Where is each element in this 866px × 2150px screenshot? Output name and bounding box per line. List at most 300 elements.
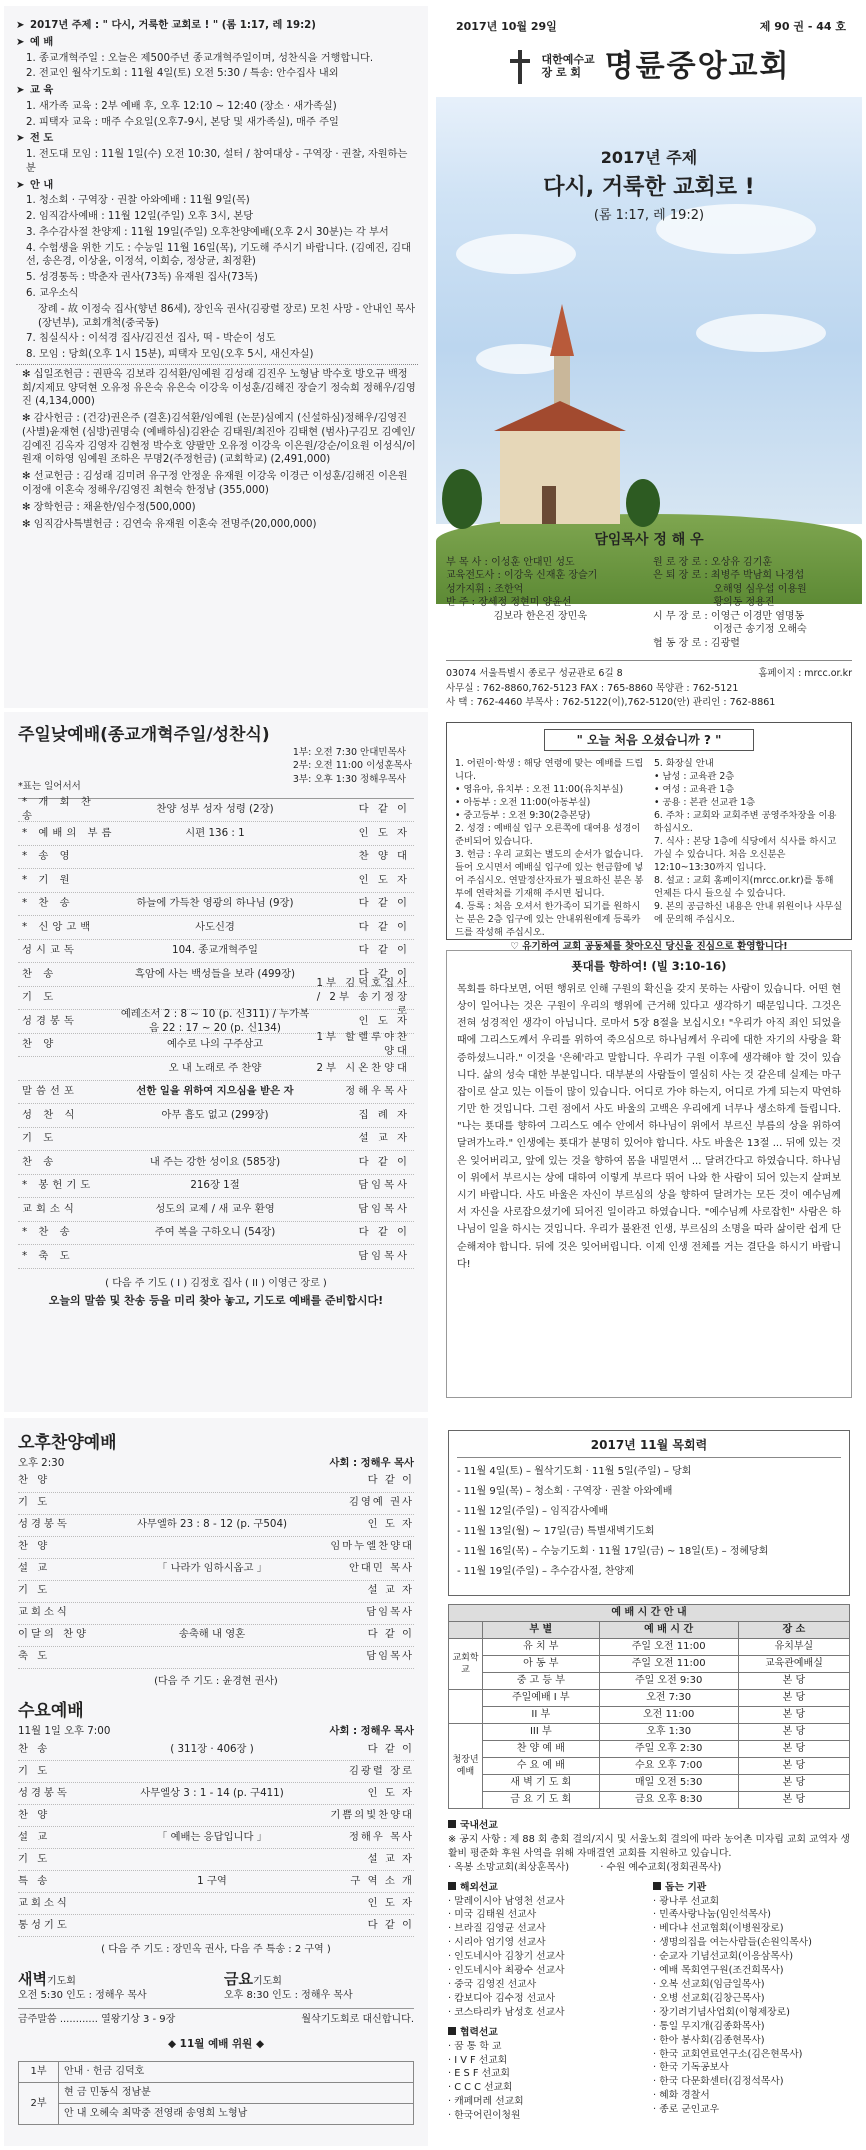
welcome-box	[446, 722, 852, 953]
announcement-item: 2. 임직감사예배 : 11월 12일(주일) 오후 3시, 본당	[26, 211, 254, 223]
order-content: 사무엘상 3 : 1 - 14 (p. 구411)	[140, 1786, 284, 1799]
order-part: 특 송	[18, 1874, 51, 1887]
order-row	[18, 1805, 414, 1827]
table-row: 안 내 오혜숙 최막중 전영래 송영희 노형남	[19, 2104, 414, 2125]
table-cell: 본 당	[738, 1673, 849, 1690]
square-bullet-icon	[448, 1820, 456, 1828]
list-item: · 종로 군인교우	[653, 2104, 720, 2116]
table-cell: 수 요 예 배	[483, 1758, 600, 1775]
welcome-item: • 영유아, 유치부 : 오전 11:00(유치부실)	[455, 784, 624, 796]
partner-heading: 협력선교	[460, 2026, 498, 2038]
thanks-offering: ✻ 감사헌금 : (건강)권은주 (결혼)김석환/임예원 (논문)심예지 (신설하심)정해우/김영진 (사별)윤재현 (심방)권명숙 (예배하심)김완순 김태원/최진아 김태현 (범사)구김모 김예인/김예진 김옥자 김영자 김현정 박수호 양팔만 오유정 이강욱 이은원/강순/이요원 이성식/이원재 이하영 임예원 조하은 무명2(주정헌금) (교회학교) (2,491,000)	[22, 413, 416, 466]
order-part: * 예배의 부름	[22, 826, 116, 839]
order-row	[18, 1603, 414, 1625]
column-header: 부 별	[483, 1622, 600, 1639]
church-name: 명륜중앙교회	[604, 48, 791, 84]
staff-line: 부 목 사 : 이성훈 안대민 성도	[446, 556, 575, 568]
welcome-sermon-page	[436, 712, 862, 1412]
order-row	[18, 1739, 414, 1761]
section-education: ➤ 교 육	[16, 85, 54, 97]
order-leader: 담임목사	[366, 1650, 414, 1663]
dawn-reading: 금주말씀 ............ 열왕기상 3 - 9장	[18, 2014, 176, 2026]
staff-line: 협 동 장 로 : 김광렬	[653, 637, 740, 649]
group-cell: 교회학교	[449, 1639, 483, 1690]
order-leader: 다 같 이	[358, 944, 410, 957]
staff-line: 원 로 장 로 : 오상유 김기훈	[653, 556, 773, 568]
order-row	[18, 822, 414, 846]
staff-line: 반 주 : 장세정 정현미 양윤선	[446, 597, 572, 609]
bulletin-date: 2017년 10월 29일	[456, 20, 557, 33]
order-content: 104. 종교개혁주일	[172, 944, 258, 957]
table-row	[449, 1792, 850, 1809]
order-content: 아무 흠도 없고 (299장)	[161, 1108, 269, 1121]
sermon-text: 목회를 하다보면, 어떤 행위로 인해 구원의 확신을 갖지 못하는 사람이 있습니다. 어떤 현상이 일어나는 것은 구원이 우리의 행위에 근거해 있다고 생각하기 때문입니다. 그것은 전혀 성경적인 생각이 아닙니다. 로마서 5장 8절을 보십시오! "우리가 아직 죄인 되었을 때에 그리스도께서 우리를 위하여 죽으심으로 하나님께서 우리에 대한 자기의 사랑을 확증하셨느니라." 이것을 '은혜'라고 말합니다. 우리가 구원 이후에 생각해야 할 것이 있습니다. 삶의 성숙 대한 부분입니다. 대부분의 사람들이 열심히 사는 것 같은데 실제는 마구잡이로 살고 있는 이들이 많이 있습니다. 어디로 가야 하는지, 어디로 가게 되는지 막연하기만 한 것입니다. 그런 점에서 사도 바울의 고백은 우리에게 너무나 생소하게 들립니다. "나는 푯대를 향하여 그리스도 예수 안에서 하나님이 위에서 부르신 부름의 상을 위하여 달려가노라." 인생에는 푯대가 분명히 있어야 합니다. 사도 바울은 13절 ... 뒤에 있는 것은 잊어버리고, 앞에 있는 것을 향하여 몸을 내밀면서 ... 달려간다고 하였습니다. 하나님이 위에서 부르시는 상에 대하여 이렇게 부르다 뛰어 나와 한 사람이 되어 있는지 살펴보시기 바랍니다. 사도 바울은 자신이 부르심의 상을 향하여 달려가는 모든 것이 예수님께서 자신을 사로잡으셨기에 되어진 일이라고 하였습니다. "예수님께 사로잡힌" 사람은 하나님이 일을 하시는 것입니다. 우리가 불완전 인생, 부르심의 소명을 따라 삶이란 쉽게 단순해져야 합니다. 뒤에 것은 잊어버립니다. 이제 인생 전체를 거는 결단을 하시기 바랍니다!	[457, 983, 841, 1270]
order-part: 말씀선포	[22, 1085, 78, 1098]
cover-page	[436, 6, 862, 708]
order-leader: 담임목사	[366, 1606, 414, 1619]
list-item: · 시리아 엄기영 선교사	[448, 1937, 546, 1949]
welcome-item: 6. 주차 : 교회와 교회주변 공영주차장을 이용하십시오.	[654, 810, 837, 835]
order-part: 찬 송	[18, 1742, 51, 1755]
order-leader: 담임목사	[358, 1179, 410, 1192]
order-part: 교회소식	[18, 1606, 70, 1619]
wednesday-next: ( 다음 주 기도 : 장민옥 권사, 다음 주 특송 : 2 구역 )	[101, 1944, 331, 1956]
order-part: 기 도	[18, 1584, 51, 1597]
order-leader: 김영예 권사	[348, 1496, 414, 1509]
duty-title: ◆ 11월 예배 위원 ◆	[167, 2037, 265, 2050]
table-cell: 주일 오전 9:30	[599, 1673, 738, 1690]
order-part: * 봉헌기도	[22, 1179, 95, 1192]
year-theme-line: ➤ 2017년 주제 : " 다시, 거룩한 교회로 ! " (롬 1:17, 레 19:2)	[16, 20, 316, 31]
calendar-item: - 11월 16일(목) – 수능기도회 · 11월 17일(금) ~ 18일(토) – 정혜당회	[457, 1546, 769, 1558]
order-leader: 설 교 자	[367, 1852, 414, 1865]
worship-order-list	[18, 798, 414, 1269]
wednesday-time: 11월 1일 오후 7:00	[18, 1725, 111, 1738]
order-leader: 다 같 이	[358, 1155, 410, 1168]
list-item: · 인도네시아 최광수 선교사	[448, 1965, 565, 1977]
order-row	[18, 1057, 414, 1081]
staff-line: 이정근 송기정 오해숙	[653, 624, 807, 636]
order-row	[18, 1827, 414, 1849]
order-row	[18, 796, 414, 823]
order-leader: 다 같 이	[367, 1628, 414, 1641]
senior-pastor: 담임목사 정 해 우	[594, 532, 704, 548]
list-item: · 혜화 경찰서	[653, 2090, 710, 2102]
table-cell: 유치부실	[738, 1639, 849, 1656]
order-row	[18, 1245, 414, 1269]
order-row	[18, 1151, 414, 1175]
announcement-item: 장례 - 故 이정숙 집사(향년 86세), 장인옥 권사(김광렬 장로) 모친 사망 - 안내인 목사(장년부), 교회개척(중국동)	[38, 303, 416, 329]
order-part: 설 교	[18, 1830, 51, 1843]
list-item: · 한국 교회연료연구소(김은현목사)	[653, 2048, 803, 2060]
order-leader: 다 같 이	[367, 1742, 414, 1755]
order-content: 사도신경	[195, 920, 235, 933]
page-title: 주일낮예배(종교개혁주일/성찬식)	[18, 725, 270, 745]
tithe-offering: ✻ 십일조헌금 : 권판옥 김보라 김석환/임예원 김성래 김진우 노형남 박수호 방오규 백정희/지제묘 양덕현 오유정 유은숙 유은숙 이강욱 이성훈/김해진 장슬기 정숙희 정해우/김영진 (4,134,000)	[22, 368, 416, 408]
order-leader: 다 같 이	[367, 1474, 414, 1487]
dawn-sub: 기도회	[46, 1975, 76, 1987]
other-services-page	[4, 1418, 428, 2146]
welcome-item: 1. 어린이·학생 : 해당 연령에 맞는 예배를 드립니다.	[455, 758, 644, 783]
order-leader: 1부 김덕호집사 / 2부 송기정장로	[316, 977, 410, 1017]
sermon-column	[446, 950, 852, 1398]
order-part: 찬 송	[22, 967, 58, 980]
table-row	[449, 1639, 850, 1656]
table-cell: 본 당	[738, 1724, 849, 1741]
announcements-page	[4, 6, 428, 708]
order-content: 주여 복을 구하오니 (54장)	[154, 1226, 276, 1239]
announcement-item: 1. 새가족 교육 : 2부 예배 후, 오후 12:10 ~ 12:40 (장소 · 새가족실)	[26, 100, 337, 112]
order-row	[18, 1893, 414, 1915]
order-row	[18, 1761, 414, 1783]
order-row	[18, 1849, 414, 1871]
order-leader: 다 같 이	[367, 1918, 414, 1931]
order-part: 찬 양	[18, 1808, 51, 1821]
afternoon-next-prayer: (다음 주 기도 : 윤경현 권사)	[154, 1675, 278, 1687]
table-cell: 본 당	[738, 1690, 849, 1707]
wednesday-title: 수요예배	[18, 1701, 84, 1722]
order-part: 교회소식	[18, 1896, 70, 1909]
afternoon-order-list	[18, 1471, 414, 1669]
list-item: · 코스타리카 남성호 선교사	[448, 2006, 565, 2018]
cross-logo-icon	[507, 50, 533, 84]
partner-list	[448, 2040, 645, 2123]
order-leader: 인 도 자	[358, 826, 410, 839]
order-row	[18, 1559, 414, 1581]
order-leader: 2부 시온찬양대	[316, 1061, 410, 1074]
institution-heading: 돕는 기관	[665, 1881, 707, 1893]
order-part: * 축 도	[22, 1249, 74, 1262]
order-content: 하늘에 가득찬 영광의 하나님 (9장)	[136, 897, 294, 910]
group-cell: 청장년예배	[449, 1724, 483, 1809]
order-content: 「 예배는 응답입니다 」	[157, 1830, 267, 1843]
order-row	[18, 1198, 414, 1222]
list-item: · 예배 목회연구원(조건희목사)	[653, 1965, 784, 1977]
welcome-item: • 중고등부 : 오전 9:30(2층본당)	[455, 810, 591, 822]
order-part: 기 도	[18, 1852, 51, 1865]
order-leader: 안대민 목사	[348, 1562, 414, 1575]
order-content: 선한 일을 위하여 지으심을 받은 자	[136, 1085, 294, 1098]
table-cell: 찬 양 예 배	[483, 1741, 600, 1758]
table-cell: 중 고 등 부	[483, 1673, 600, 1690]
dawn-title: 새벽	[18, 1969, 47, 1988]
friday-line: 오후 8:30 인도 : 정해우 목사	[224, 1989, 353, 2001]
welcome-title: " 오늘 처음 오셨습니까 ? "	[544, 729, 754, 751]
table-cell: 본 당	[738, 1792, 849, 1809]
order-part: 찬 양	[18, 1474, 51, 1487]
order-part: 통성기도	[18, 1918, 70, 1931]
order-leader: 인 도 자	[367, 1786, 414, 1799]
staff-line: 황의동 정용진	[653, 597, 775, 609]
welcome-item: 2. 성경 : 예배실 입구 오른쪽에 대여용 성경이 준비되어 있습니다.	[455, 823, 641, 848]
order-leader: 집 례 자	[358, 1108, 410, 1121]
list-item: · 통일 무지개(김종화목사)	[653, 2020, 765, 2032]
order-leader: 인 도 자	[367, 1896, 414, 1909]
duty-table	[18, 2061, 414, 2125]
order-part: 기 도	[18, 1496, 51, 1509]
list-item: · 생명의집을 여는사람들(손원익목사)	[653, 1937, 812, 1949]
square-bullet-icon	[448, 2027, 456, 2035]
table-row	[449, 1775, 850, 1792]
staff-line: 김보라 한은진 장민욱	[446, 610, 587, 622]
list-item: · 중국 김영진 선교사	[448, 1978, 537, 1990]
order-content: 흑암에 사는 백성들을 보라 (499장)	[134, 967, 296, 980]
foreign-missionaries	[448, 1895, 645, 2020]
staff-line: 은 퇴 장 로 : 최병주 박남희 나경섭	[653, 570, 805, 582]
welcome-item: 9. 본의 공금하신 내용은 안내 위원이나 사무실에 문의해 주십시오.	[654, 901, 843, 926]
table-row	[449, 1707, 850, 1724]
table-cell: 수요 오후 7:00	[599, 1758, 738, 1775]
friday-sub: 기도회	[252, 1975, 282, 1987]
welcome-right-column	[654, 757, 843, 939]
calendar-item: - 11월 13일(월) ~ 17일(금) 특별새벽기도회	[457, 1526, 655, 1538]
order-part: 축 도	[18, 1650, 51, 1663]
announcement-item: 1. 전도대 모임 : 11월 1일(수) 오전 10:30, 설터 / 참여대상 - 구역장 · 권찰, 자원하는 분	[26, 149, 408, 174]
order-leader: 찬 양 대	[358, 850, 410, 863]
section-evangelism: ➤ 전 도	[16, 133, 54, 145]
order-row	[18, 1128, 414, 1152]
table-cell: 주일 오전 11:00	[599, 1656, 738, 1673]
welcome-left-column	[455, 757, 644, 939]
schedule-title: 예 배 시 간 안 내	[449, 1605, 850, 1622]
service-schedule-table	[448, 1604, 850, 1809]
welcome-item: • 아동부 : 오전 11:00(아동부실)	[455, 797, 591, 809]
table-cell: 본 당	[738, 1758, 849, 1775]
order-row	[18, 1625, 414, 1647]
order-part: 찬 양	[22, 1038, 58, 1051]
table-row	[449, 1656, 850, 1673]
order-row	[18, 893, 414, 917]
order-part: 기 도	[22, 991, 58, 1004]
order-content: 「 나라가 임하시옵고 」	[157, 1562, 267, 1575]
foreign-heading: 해외선교	[460, 1881, 498, 1893]
table-cell: 주일 오후 2:30	[599, 1741, 738, 1758]
wednesday-order-list	[18, 1739, 414, 1937]
order-part: 성경봉독	[18, 1786, 70, 1799]
order-leader: 임마누엘찬양대	[330, 1540, 414, 1553]
welcome-item: 7. 식사 : 본당 1층에 식당에서 식사를 하시고 가실 수 있습니다. 처음 오신분은 12:10~13:30까지 입니다.	[654, 836, 837, 874]
order-row	[18, 1222, 414, 1246]
divider	[16, 364, 418, 365]
welcome-item: • 남성 : 교육관 2층	[654, 771, 735, 783]
list-item: · 오병 선교회(김창근목사)	[653, 1992, 765, 2004]
welcome-item: 3. 헌금 : 우리 교회는 별도의 순서가 없습니다. 들어 오시면서 예배실 입구에 있는 헌금함에 넣어 주십시오. 연말정산자료가 필요하신 분은 봉투에 연락처를 기재해 주시면 됩니다.	[455, 849, 644, 900]
order-content: 내 주는 강한 성이요 (585장)	[149, 1155, 281, 1168]
wednesday-host: 사회 : 정해우 목사	[329, 1725, 414, 1738]
order-leader: 다 같 이	[358, 920, 410, 933]
square-bullet-icon	[448, 1882, 456, 1890]
order-part: 성경봉독	[18, 1518, 70, 1531]
table-row	[449, 1690, 850, 1707]
order-leader: 담임목사	[358, 1249, 410, 1262]
order-row	[18, 1081, 414, 1105]
table-cell: 아 동 부	[483, 1656, 600, 1673]
order-row	[18, 1515, 414, 1537]
welcome-item: • 공용 : 본관 선교관 1층	[654, 797, 756, 809]
missions-section	[448, 1819, 850, 2123]
calendar-item: - 11월 19일(주일) – 추수감사절, 찬양제	[457, 1566, 634, 1578]
ministry-calendar	[448, 1430, 850, 1596]
friday-title: 금요	[224, 1969, 253, 1988]
table-cell: 본 당	[738, 1775, 849, 1792]
column-header: 장 소	[738, 1622, 849, 1639]
table-row	[449, 1673, 850, 1690]
order-row	[18, 846, 414, 870]
order-part: 이달의 찬양	[18, 1628, 90, 1641]
domestic-churches: · 옥봉 소망교회(최상훈목사) · 수원 예수교회(정회권목사)	[448, 1861, 722, 1873]
announcement-item: 1. 청소회 · 구역장 · 권찰 아와예배 : 11월 9일(목)	[26, 195, 250, 207]
list-item: · 한아 봉사회(김종현목사)	[653, 2034, 765, 2046]
table-row	[449, 1724, 850, 1741]
table-cell: 본 당	[738, 1707, 849, 1724]
announcement-item: 3. 추수감사절 찬양제 : 11월 19일(주일) 오후찬양예배(오후 2시 30분)는 각 부서	[26, 226, 389, 238]
announcement-item: 7. 침실식사 : 이석경 집사/김진선 집사, 떡 - 박순이 성도	[26, 333, 276, 345]
table-row	[449, 1622, 850, 1639]
list-item: · 말레이시아 남영천 선교사	[448, 1895, 565, 1907]
order-content: 송축해 내 영혼	[178, 1628, 246, 1641]
section-worship: ➤ 예 배	[16, 36, 54, 48]
table-cell: 새 벽 기 도 회	[483, 1775, 600, 1792]
order-leader: 기쁨의빛찬양대	[330, 1808, 414, 1821]
announcement-item: 2. 피택자 교육 : 매주 수요일(오후7-9시, 본당 및 새가족실), 매주 주일	[26, 116, 339, 128]
order-row	[18, 916, 414, 940]
list-item: · C C C 선교회	[448, 2082, 513, 2094]
table-cell: 주일 오전 11:00	[599, 1639, 738, 1656]
order-content: 예수로 나의 구주삼고	[166, 1038, 264, 1051]
denomination: 대한예수교 장 로 회	[541, 53, 595, 80]
list-item: · 민족사랑나눔(임인석목사)	[653, 1909, 771, 1921]
theme-reference: (롬 1:17, 레 19:2)	[593, 207, 705, 223]
calendar-item: - 11월 9일(목) – 청소회 · 구역장 · 권찰 아와예배	[457, 1486, 673, 1498]
list-item: · 브라질 김영균 선교사	[448, 1923, 546, 1935]
order-content: 216장 1절	[190, 1179, 240, 1192]
order-part: 성경봉독	[22, 1014, 78, 1027]
order-part: * 찬 송	[22, 1226, 74, 1239]
table-cell: III 부	[483, 1724, 600, 1741]
afternoon-time: 오후 2:30	[18, 1456, 65, 1469]
staff-directory	[446, 531, 852, 708]
announcement-item: 4. 수험생을 위한 기도 : 수능일 11월 16일(목), 기도해 주시기 바랍니다. (김예진, 김대선, 송은경, 이상윤, 이정석, 이희승, 정상균, 최정환)	[26, 242, 411, 268]
order-part: 성시교독	[22, 944, 78, 957]
table-cell: 오후 1:30	[599, 1724, 738, 1741]
order-content: 시편 136 : 1	[185, 826, 245, 839]
staff-line: 교육전도사 : 이강욱 신재훈 장슬기	[446, 570, 598, 582]
order-part: * 신앙고백	[22, 920, 95, 933]
order-content: 예레소서 2 : 8 ~ 10 (p. 신311) / 누가복음 22 : 17 ~ 20 (p. 신134)	[120, 1007, 310, 1034]
order-leader: 설 교 자	[358, 1132, 410, 1145]
list-item: · 꿈 통 학 교	[448, 2040, 502, 2052]
order-row	[18, 1493, 414, 1515]
staff-line: 성가지휘 : 조한억	[446, 583, 524, 595]
welcome-item: • 여성 : 교육관 1층	[654, 784, 735, 796]
order-part: * 찬 송	[22, 897, 74, 910]
order-leader: 담임목사	[358, 1202, 410, 1215]
list-item: · 베다냐 선교협회(이병원장로)	[653, 1923, 784, 1935]
afternoon-title: 오후찬양예배	[18, 1433, 117, 1453]
table-cell: 유 치 부	[483, 1639, 600, 1656]
order-leader: 정해우 목사	[348, 1830, 414, 1843]
order-row	[18, 1915, 414, 1937]
announcement-item: 2. 전교인 월삭기도회 : 11월 4일(토) 오전 5:30 / 특송: 안수집사 내외	[26, 68, 339, 80]
order-leader: 인 도 자	[358, 873, 410, 886]
order-row	[18, 869, 414, 893]
afternoon-host: 사회 : 정해우 목사	[329, 1456, 414, 1469]
ordination-offering: ✻ 임직감사특별헌금 : 김연숙 유재원 이혼숙 전명주(20,000,000)	[22, 518, 317, 530]
table-cell: 주일예배 I 부	[483, 1690, 600, 1707]
order-row	[18, 1581, 414, 1603]
table-cell: 금 요 기 도 회	[483, 1792, 600, 1809]
list-item: · I V F 선교회	[448, 2054, 508, 2066]
order-leader: 정해우목사	[345, 1085, 410, 1098]
calendar-title: 2017년 11월 목회력	[457, 1437, 841, 1458]
list-item: · 인도네시아 김창기 선교사	[448, 1951, 565, 1963]
scholarship-offering: ✻ 장학헌금 : 채윤한/임수정(500,000)	[22, 501, 196, 513]
next-week-prayer: ( 다음 주 기도 ( I ) 김정호 집사 ( II ) 이영근 장로 )	[105, 1277, 327, 1289]
announcement-item: 6. 교우소식	[26, 288, 79, 300]
welcome-item: 5. 화장실 안내	[654, 758, 714, 770]
list-item: · 장기려기념사업회(이형제장로)	[653, 2006, 790, 2018]
order-content: ( 311장 · 406장 )	[170, 1742, 254, 1755]
table-cell: 금요 오후 8:30	[599, 1792, 738, 1809]
mission-offering: ✻ 선교헌금 : 김성래 김미려 유구정 안정운 유재원 이강욱 이경근 이성훈/김해진 이은원 이정애 이혼숙 정해우/김영진 최현숙 한정남 (355,000)	[22, 471, 408, 496]
table-cell: 본 당	[738, 1741, 849, 1758]
order-content: 1 구역	[197, 1874, 227, 1887]
order-content: 사무엘하 23 : 8 - 12 (p. 구504)	[136, 1518, 288, 1531]
announcement-item: 8. 모임 : 당회(오후 1시 15분), 피택자 모임(오후 5시, 새신자실)	[26, 349, 314, 361]
dawn-line: 오전 5:30 인도 : 정해우 목사	[18, 1989, 147, 2001]
order-part: 성 찬 식	[22, 1108, 79, 1121]
table-row: 2부 현 금 민동식 정남분	[19, 2083, 414, 2104]
list-item: · 캄보디아 김수정 선교사	[448, 1992, 556, 2004]
service-times: 1부: 오전 7:30 안대민목사 2부: 오전 11:00 이성훈목사 3부: 오후 1:30 정해우목사	[292, 747, 412, 785]
table-row	[449, 1741, 850, 1758]
order-part: 기 도	[22, 1132, 58, 1145]
sermon-title: 푯대를 향하여! (빌 3:10-16)	[571, 959, 727, 973]
table-cell: II 부	[483, 1707, 600, 1724]
year-theme: 2017년 주제 다시, 거룩한 교회로 ! (롬 1:17, 레 19:2)	[436, 147, 862, 224]
order-row	[18, 940, 414, 964]
order-row	[18, 1031, 414, 1058]
order-leader: 다 같 이	[358, 803, 410, 816]
calendar-item: - 11월 12일(주일) – 임직감사예배	[457, 1506, 609, 1518]
table-row: 1부 안내 · 헌금 김덕호	[19, 2062, 414, 2083]
staff-line: 오해영 심우섭 이용원	[653, 583, 807, 595]
table-cell: 교육관예배실	[738, 1656, 849, 1673]
column-header: 예 배 시 간	[599, 1622, 738, 1639]
theme-title: 다시, 거룩한 교회로 !	[543, 174, 755, 200]
list-item: · E S F 선교회	[448, 2068, 511, 2080]
order-leader: 구 역 소 개	[350, 1874, 414, 1887]
order-part: 설 교	[18, 1562, 51, 1575]
institution-list	[653, 1895, 850, 2118]
order-row	[18, 1647, 414, 1669]
list-item: · 한국 다문화센터(김정석목사)	[653, 2076, 784, 2088]
staff-line: 시 무 장 로 : 이영근 이경만 염명동	[653, 610, 805, 622]
order-leader: 다 같 이	[358, 1226, 410, 1239]
order-part: 찬 양	[18, 1540, 51, 1553]
worship-order-page	[4, 712, 428, 1412]
friday-note: 월삭기도회로 대신합니다.	[301, 2014, 414, 2026]
order-leader: 다 같 이	[358, 897, 410, 910]
announcement-item: 5. 성경통독 : 박춘자 권사(73독) 유재원 집사(73독)	[26, 272, 258, 284]
square-bullet-icon	[653, 1882, 661, 1890]
order-part: 기 도	[18, 1764, 51, 1777]
welcome-item: 8. 설교 : 교회 홈페이지(mrcc.or.kr)를 통해 언제든 다시 들으실 수 있습니다.	[654, 875, 834, 900]
welcome-item: 4. 등록 : 처음 오셔서 한가족이 되기를 원하시는 분은 2층 입구에 있는 안내위원에게 등록카드를 작성해 주십시오.	[455, 901, 641, 939]
order-content: 찬양 성부 성자 성령 (2장)	[156, 803, 274, 816]
order-leader: 인 도 자	[358, 1014, 410, 1027]
order-leader: 김광렬 장로	[348, 1764, 414, 1777]
